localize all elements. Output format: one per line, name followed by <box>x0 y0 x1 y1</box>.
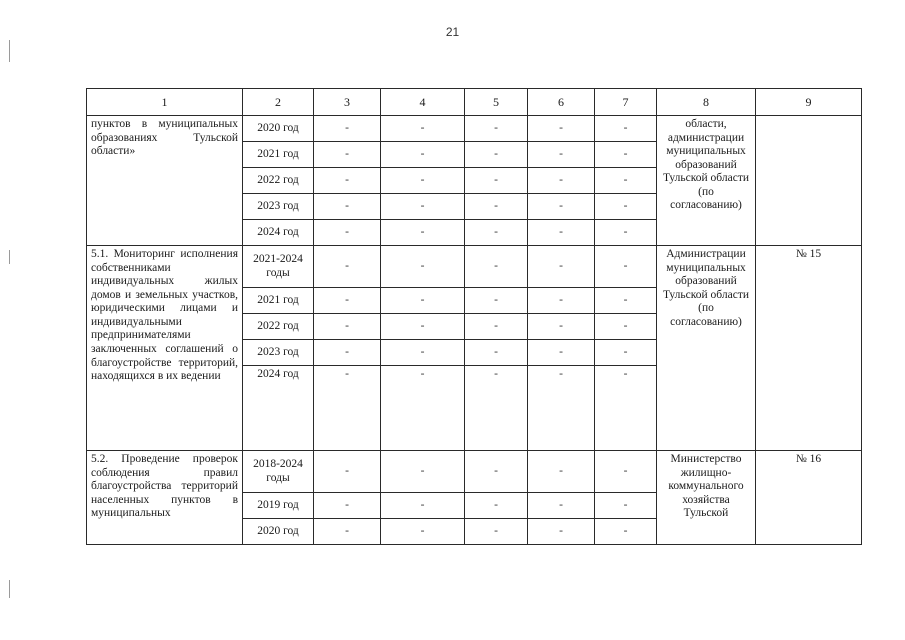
value-cell: - <box>314 493 381 519</box>
executor-cell: Министерство жилищно-коммунального хозяйства Тульской <box>657 451 756 545</box>
value-cell: - <box>381 168 465 194</box>
header-cell: 3 <box>314 89 381 116</box>
value-cell: - <box>595 288 657 314</box>
value-cell: - <box>595 194 657 220</box>
value-cell: - <box>381 519 465 545</box>
value-cell: - <box>381 366 465 451</box>
value-cell: - <box>314 168 381 194</box>
value-cell: - <box>595 246 657 288</box>
value-cell: - <box>595 142 657 168</box>
value-cell: - <box>465 366 528 451</box>
value-cell: - <box>465 246 528 288</box>
scan-edge-mark <box>9 40 10 62</box>
value-cell: - <box>465 340 528 366</box>
table-row <box>87 246 862 288</box>
value-cell: - <box>381 220 465 246</box>
value-cell: - <box>314 246 381 288</box>
header-cell: 4 <box>381 89 465 116</box>
header-cell: 7 <box>595 89 657 116</box>
value-cell: - <box>314 116 381 142</box>
year-cell: 2020 год <box>243 519 314 545</box>
value-cell: - <box>381 142 465 168</box>
year-cell: 2024 год <box>243 366 314 451</box>
table-row <box>87 116 862 142</box>
value-cell: - <box>528 288 595 314</box>
header-cell: 5 <box>465 89 528 116</box>
value-cell: - <box>314 340 381 366</box>
value-cell: - <box>595 220 657 246</box>
value-cell: - <box>314 366 381 451</box>
value-cell: - <box>314 314 381 340</box>
indicator-cell: № 15 <box>756 246 862 451</box>
year-cell: 2022 год <box>243 314 314 340</box>
value-cell: - <box>595 366 657 451</box>
year-cell: 2022 год <box>243 168 314 194</box>
executor-cell: Администрации муниципальных образований Тульской области (по согласованию) <box>657 246 756 451</box>
year-cell: 2024 год <box>243 220 314 246</box>
value-cell: - <box>528 493 595 519</box>
year-cell: 2021 год <box>243 142 314 168</box>
value-cell: - <box>595 493 657 519</box>
year-cell: 2021-2024 годы <box>243 246 314 288</box>
value-cell: - <box>465 168 528 194</box>
value-cell: - <box>595 116 657 142</box>
value-cell: - <box>381 288 465 314</box>
value-cell: - <box>381 314 465 340</box>
value-cell: - <box>528 366 595 451</box>
value-cell: - <box>528 142 595 168</box>
value-cell: - <box>465 314 528 340</box>
table-row <box>87 451 862 493</box>
year-cell: 2018-2024 годы <box>243 451 314 493</box>
executor-cell: области, администрации муниципальных образований Тульской области (по согласованию) <box>657 116 756 246</box>
year-cell: 2021 год <box>243 288 314 314</box>
indicator-cell: № 16 <box>756 451 862 545</box>
value-cell: - <box>528 451 595 493</box>
year-cell: 2023 год <box>243 340 314 366</box>
value-cell: - <box>314 220 381 246</box>
value-cell: - <box>528 220 595 246</box>
header-cell: 2 <box>243 89 314 116</box>
value-cell: - <box>381 116 465 142</box>
value-cell: - <box>465 493 528 519</box>
value-cell: - <box>465 451 528 493</box>
value-cell: - <box>528 194 595 220</box>
header-cell: 6 <box>528 89 595 116</box>
value-cell: - <box>314 288 381 314</box>
value-cell: - <box>595 168 657 194</box>
page-number: 21 <box>445 25 460 39</box>
value-cell: - <box>528 168 595 194</box>
measure-description: 5.2. Проведение проверок соблюдения правил благоустройства территорий населенных пунктов в муниципальных <box>87 451 243 545</box>
value-cell: - <box>314 142 381 168</box>
year-cell: 2023 год <box>243 194 314 220</box>
table-header-row <box>87 89 862 116</box>
year-cell: 2020 год <box>243 116 314 142</box>
value-cell: - <box>465 194 528 220</box>
value-cell: - <box>314 194 381 220</box>
indicator-cell <box>756 116 862 246</box>
value-cell: - <box>528 246 595 288</box>
value-cell: - <box>465 220 528 246</box>
value-cell: - <box>465 142 528 168</box>
value-cell: - <box>595 340 657 366</box>
value-cell: - <box>595 314 657 340</box>
value-cell: - <box>465 288 528 314</box>
measure-description: пунктов в муниципальных образованиях Тульской области» <box>87 116 243 246</box>
value-cell: - <box>528 314 595 340</box>
value-cell: - <box>381 451 465 493</box>
value-cell: - <box>381 493 465 519</box>
value-cell: - <box>314 519 381 545</box>
value-cell: - <box>595 519 657 545</box>
header-cell: 9 <box>756 89 862 116</box>
measure-description: 5.1. Мониторинг исполнения собственниками индивидуальных жилых домов и земельных участков, юридическими лицами и индивидуальными предпринимателями заключенных соглашений о благоустройстве территорий, находящихся в их ведении <box>87 246 243 451</box>
value-cell: - <box>381 246 465 288</box>
value-cell: - <box>465 116 528 142</box>
value-cell: - <box>528 116 595 142</box>
value-cell: - <box>595 451 657 493</box>
year-cell: 2019 год <box>243 493 314 519</box>
header-cell: 1 <box>87 89 243 116</box>
value-cell: - <box>465 519 528 545</box>
value-cell: - <box>314 451 381 493</box>
header-cell: 8 <box>657 89 756 116</box>
value-cell: - <box>528 519 595 545</box>
value-cell: - <box>381 340 465 366</box>
measures-table <box>86 88 862 545</box>
value-cell: - <box>381 194 465 220</box>
scan-edge-mark <box>9 580 10 598</box>
value-cell: - <box>528 340 595 366</box>
scan-edge-mark <box>9 250 10 264</box>
